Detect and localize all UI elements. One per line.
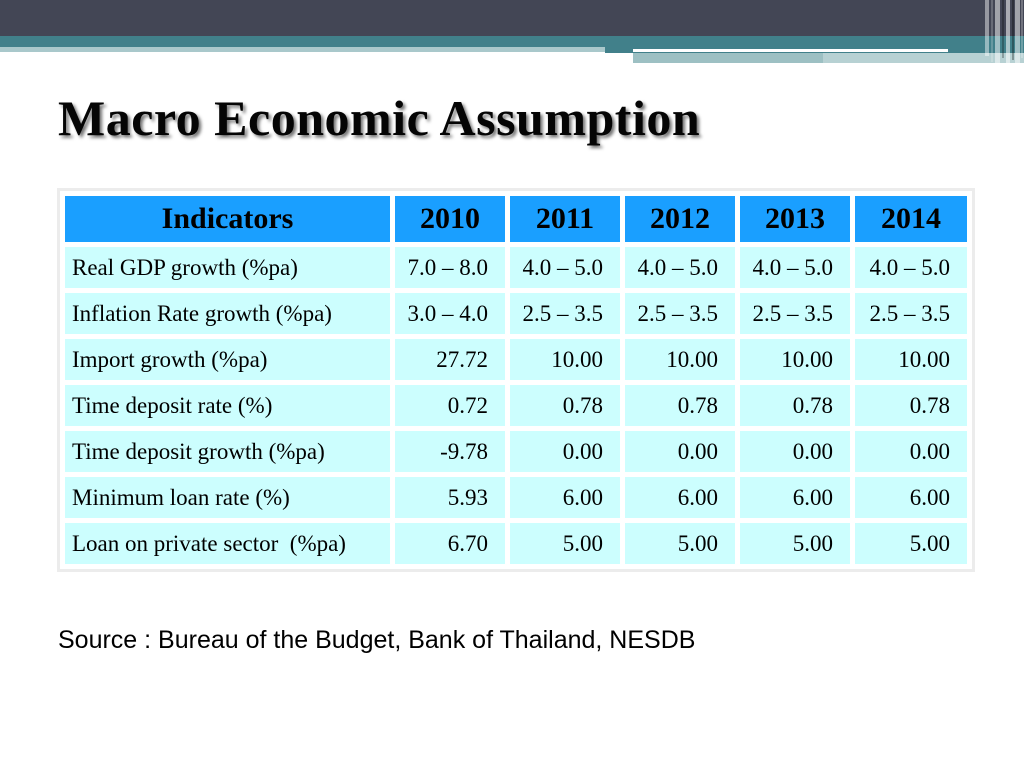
header-cell-2013: 2013 xyxy=(740,196,850,242)
value-cell: 0.78 xyxy=(625,385,735,426)
row-label-cell: Loan on private sector (%pa) xyxy=(65,523,390,564)
corner-stripe xyxy=(991,0,993,62)
table-row xyxy=(65,339,967,380)
value-cell: 0.00 xyxy=(510,431,620,472)
header-gray-teal-bar xyxy=(633,53,823,63)
value-cell: 2.5 – 3.5 xyxy=(625,293,735,334)
value-cell: 2.5 – 3.5 xyxy=(855,293,967,334)
value-cell: 0.00 xyxy=(740,431,850,472)
corner-stripe xyxy=(995,0,1000,66)
header-teal-bar xyxy=(0,36,1024,47)
value-cell: 10.00 xyxy=(740,339,850,380)
value-cell: 6.00 xyxy=(625,477,735,518)
table-row xyxy=(65,247,967,288)
row-label-cell: Import growth (%pa) xyxy=(65,339,390,380)
value-cell: 2.5 – 3.5 xyxy=(510,293,620,334)
value-cell: 5.00 xyxy=(740,523,850,564)
value-cell: 0.78 xyxy=(510,385,620,426)
row-label-cell: Inflation Rate growth (%pa) xyxy=(65,293,390,334)
value-cell: 0.78 xyxy=(740,385,850,426)
header-cell-2010: 2010 xyxy=(395,196,505,242)
value-cell: 5.00 xyxy=(855,523,967,564)
value-cell: 6.00 xyxy=(510,477,620,518)
value-cell: 10.00 xyxy=(855,339,967,380)
value-cell: 4.0 – 5.0 xyxy=(625,247,735,288)
value-cell: 0.00 xyxy=(625,431,735,472)
table-row xyxy=(65,431,967,472)
corner-stripes-decoration xyxy=(984,0,1024,72)
table-row xyxy=(65,293,967,334)
row-label-cell: Time deposit growth (%pa) xyxy=(65,431,390,472)
value-cell: 4.0 – 5.0 xyxy=(740,247,850,288)
header-cell-indicators: Indicators xyxy=(65,196,390,242)
value-cell: 0.00 xyxy=(855,431,967,472)
value-cell: 0.78 xyxy=(855,385,967,426)
value-cell: 0.72 xyxy=(395,385,505,426)
row-label-cell: Real GDP growth (%pa) xyxy=(65,247,390,288)
value-cell: -9.78 xyxy=(395,431,505,472)
header-white-accent-line xyxy=(633,49,948,52)
row-label-cell: Minimum loan rate (%) xyxy=(65,477,390,518)
header-light-teal-bar xyxy=(0,47,612,52)
header-cell-2012: 2012 xyxy=(625,196,735,242)
value-cell: 5.00 xyxy=(625,523,735,564)
indicators-table-frame xyxy=(57,188,975,572)
table-row xyxy=(65,523,967,564)
table-row xyxy=(65,477,967,518)
header-cell-2014: 2014 xyxy=(855,196,967,242)
row-label-cell: Time deposit rate (%) xyxy=(65,385,390,426)
value-cell: 4.0 – 5.0 xyxy=(855,247,967,288)
corner-stripe xyxy=(1015,0,1020,66)
table-header-row xyxy=(65,196,967,242)
corner-stripe xyxy=(1002,0,1004,58)
header-navy-bar xyxy=(0,0,1024,36)
corner-stripe xyxy=(1021,0,1023,58)
value-cell: 10.00 xyxy=(510,339,620,380)
table-row xyxy=(65,385,967,426)
corner-stripe xyxy=(1012,0,1014,60)
value-cell: 10.00 xyxy=(625,339,735,380)
slide-title: Macro Economic Assumption xyxy=(58,90,701,146)
value-cell: 5.00 xyxy=(510,523,620,564)
value-cell: 6.70 xyxy=(395,523,505,564)
corner-stripe xyxy=(1006,0,1010,70)
corner-stripe xyxy=(985,0,989,56)
value-cell: 3.0 – 4.0 xyxy=(395,293,505,334)
indicators-table xyxy=(60,191,972,569)
value-cell: 6.00 xyxy=(740,477,850,518)
source-note: Source : Bureau of the Budget, Bank of Thailand, NESDB xyxy=(58,626,696,654)
value-cell: 27.72 xyxy=(395,339,505,380)
value-cell: 2.5 – 3.5 xyxy=(740,293,850,334)
value-cell: 7.0 – 8.0 xyxy=(395,247,505,288)
header-cell-2011: 2011 xyxy=(510,196,620,242)
value-cell: 5.93 xyxy=(395,477,505,518)
value-cell: 6.00 xyxy=(855,477,967,518)
value-cell: 4.0 – 5.0 xyxy=(510,247,620,288)
